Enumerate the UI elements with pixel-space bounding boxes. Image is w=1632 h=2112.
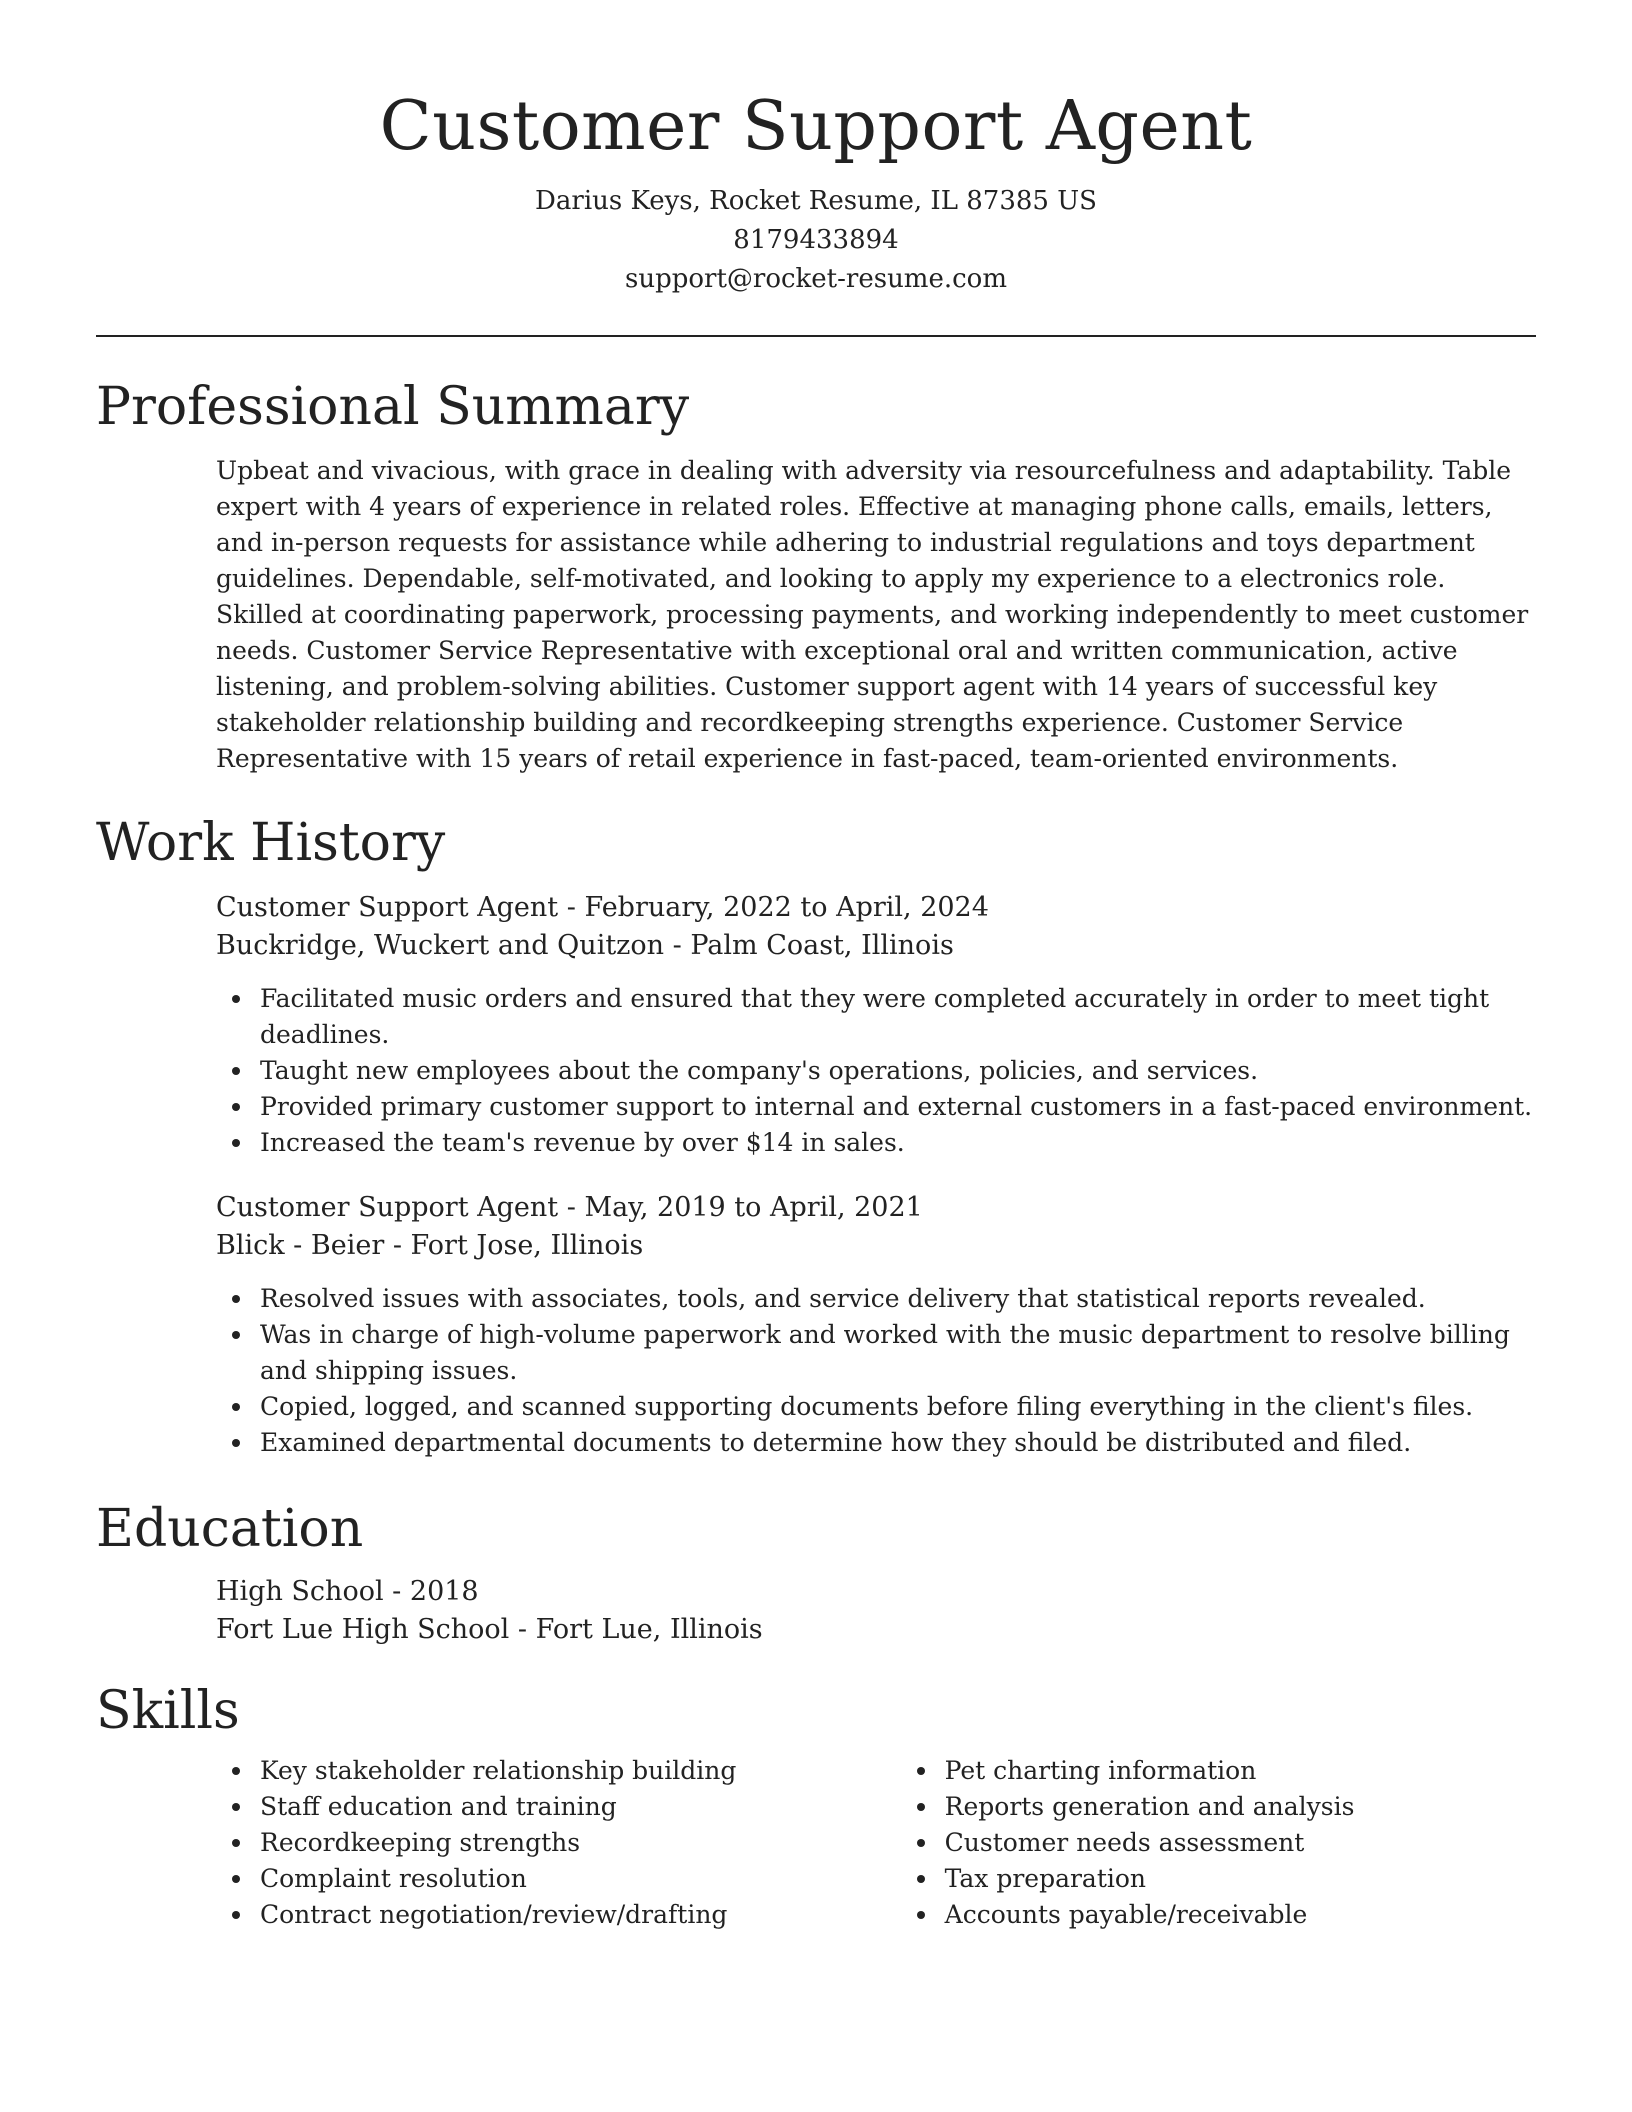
degree: High School xyxy=(216,1576,384,1607)
graduation-year: 2018 xyxy=(409,1576,479,1607)
separator: - xyxy=(384,1230,411,1261)
job-company: Blick - Beier xyxy=(216,1230,385,1261)
separator: - xyxy=(383,1576,410,1607)
list-item: Complaint resolution xyxy=(260,1861,901,1897)
job-dates: February, 2022 to April, 2024 xyxy=(584,892,989,923)
job-title-line xyxy=(216,889,1536,927)
list-item: Customer needs assessment xyxy=(945,1825,1536,1861)
job-location: Fort Jose, Illinois xyxy=(410,1230,644,1261)
list-item: Taught new employees about the company's operations, policies, and services. xyxy=(260,1053,1536,1089)
skills-section xyxy=(96,1679,1536,1933)
summary-heading: Professional Summary xyxy=(96,377,690,437)
education-entry xyxy=(216,1573,1536,1649)
list-item: Examined departmental documents to determine how they should be distributed and filed. xyxy=(260,1425,1536,1461)
school-location: Fort Lue, Illinois xyxy=(535,1614,763,1645)
summary-text: Upbeat and vivacious, with grace in dealing with adversity via resourcefulness and adaptability. Table expert with 4 years of experience in related roles. Effective at managing phone calls, emails, letters, and in-person requests for assistance while adhering to industrial regulations and toys department guidelines. Dependable, self-motivated, and looking to apply my experience to a electronics role. Skilled at coordinating paperwork, processing payments, and working independently to meet customer needs. Customer Service Representative with exceptional oral and written communication, active listening, and problem-solving abilities. Customer support agent with 14 years of successful key stakeholder relationship building and recordkeeping strengths experience. Customer Service Representative with 15 years of retail experience in fast-paced, team-oriented environments. xyxy=(216,456,1529,773)
skills-heading: Skills xyxy=(96,1681,240,1741)
work-history-heading: Work History xyxy=(96,813,446,873)
list-item: Key stakeholder relationship building xyxy=(260,1753,901,1789)
job-dates: May, 2019 to April, 2021 xyxy=(584,1192,923,1223)
job-duties-list xyxy=(216,1281,1536,1461)
list-item: Contract negotiation/review/drafting xyxy=(260,1897,901,1933)
list-item: Was in charge of high-volume paperwork and worked with the music department to resolve billing and shipping issues. xyxy=(260,1317,1536,1389)
work-history-section xyxy=(96,811,1536,1461)
list-item: Resolved issues with associates, tools, and service delivery that statistical reports revealed. xyxy=(260,1281,1536,1317)
job-company-line xyxy=(216,1227,1536,1265)
job-entry xyxy=(216,1189,1536,1461)
skills-list-left xyxy=(216,1753,901,1933)
resume-page xyxy=(96,0,1536,1933)
job-title: Customer Support Agent xyxy=(216,1192,559,1223)
list-item: Reports generation and analysis xyxy=(945,1789,1536,1825)
header-divider xyxy=(96,335,1536,337)
contact-info xyxy=(96,182,1536,299)
education-section xyxy=(96,1497,1536,1649)
job-entry xyxy=(216,889,1536,1161)
list-item: Pet charting information xyxy=(945,1753,1536,1789)
list-item: Copied, logged, and scanned supporting documents before filing everything in the client's files. xyxy=(260,1389,1536,1425)
separator: - xyxy=(558,1192,585,1223)
contact-address: Darius Keys, Rocket Resume, IL 87385 US xyxy=(535,186,1097,216)
separator: - xyxy=(664,930,691,961)
summary-section xyxy=(96,375,1536,777)
resume-header xyxy=(96,0,1536,299)
job-title-line xyxy=(216,1189,1536,1227)
job-company: Buckridge, Wuckert and Quitzon xyxy=(216,930,665,961)
school-line xyxy=(216,1611,1536,1649)
job-title: Customer Support Agent xyxy=(216,892,559,923)
skills-list-right xyxy=(901,1753,1536,1933)
degree-line xyxy=(216,1573,1536,1611)
separator: - xyxy=(509,1614,536,1645)
separator: - xyxy=(558,892,585,923)
resume-title: Customer Support Agent xyxy=(379,87,1253,166)
job-duties-list xyxy=(216,981,1536,1161)
contact-phone: 8179433894 xyxy=(733,225,899,255)
list-item: Increased the team's revenue by over $14 in sales. xyxy=(260,1125,1536,1161)
job-location: Palm Coast, Illinois xyxy=(690,930,954,961)
job-company-line xyxy=(216,927,1536,965)
list-item: Staff education and training xyxy=(260,1789,901,1825)
list-item: Recordkeeping strengths xyxy=(260,1825,901,1861)
education-heading: Education xyxy=(96,1499,364,1559)
contact-email: support@rocket-resume.com xyxy=(624,264,1007,294)
list-item: Facilitated music orders and ensured that they were completed accurately in order to meet tight deadlines. xyxy=(260,981,1536,1053)
skills-grid xyxy=(216,1753,1536,1933)
school-name: Fort Lue High School xyxy=(216,1614,510,1645)
list-item: Accounts payable/receivable xyxy=(945,1897,1536,1933)
list-item: Tax preparation xyxy=(945,1861,1536,1897)
list-item: Provided primary customer support to internal and external customers in a fast-paced environment. xyxy=(260,1089,1536,1125)
